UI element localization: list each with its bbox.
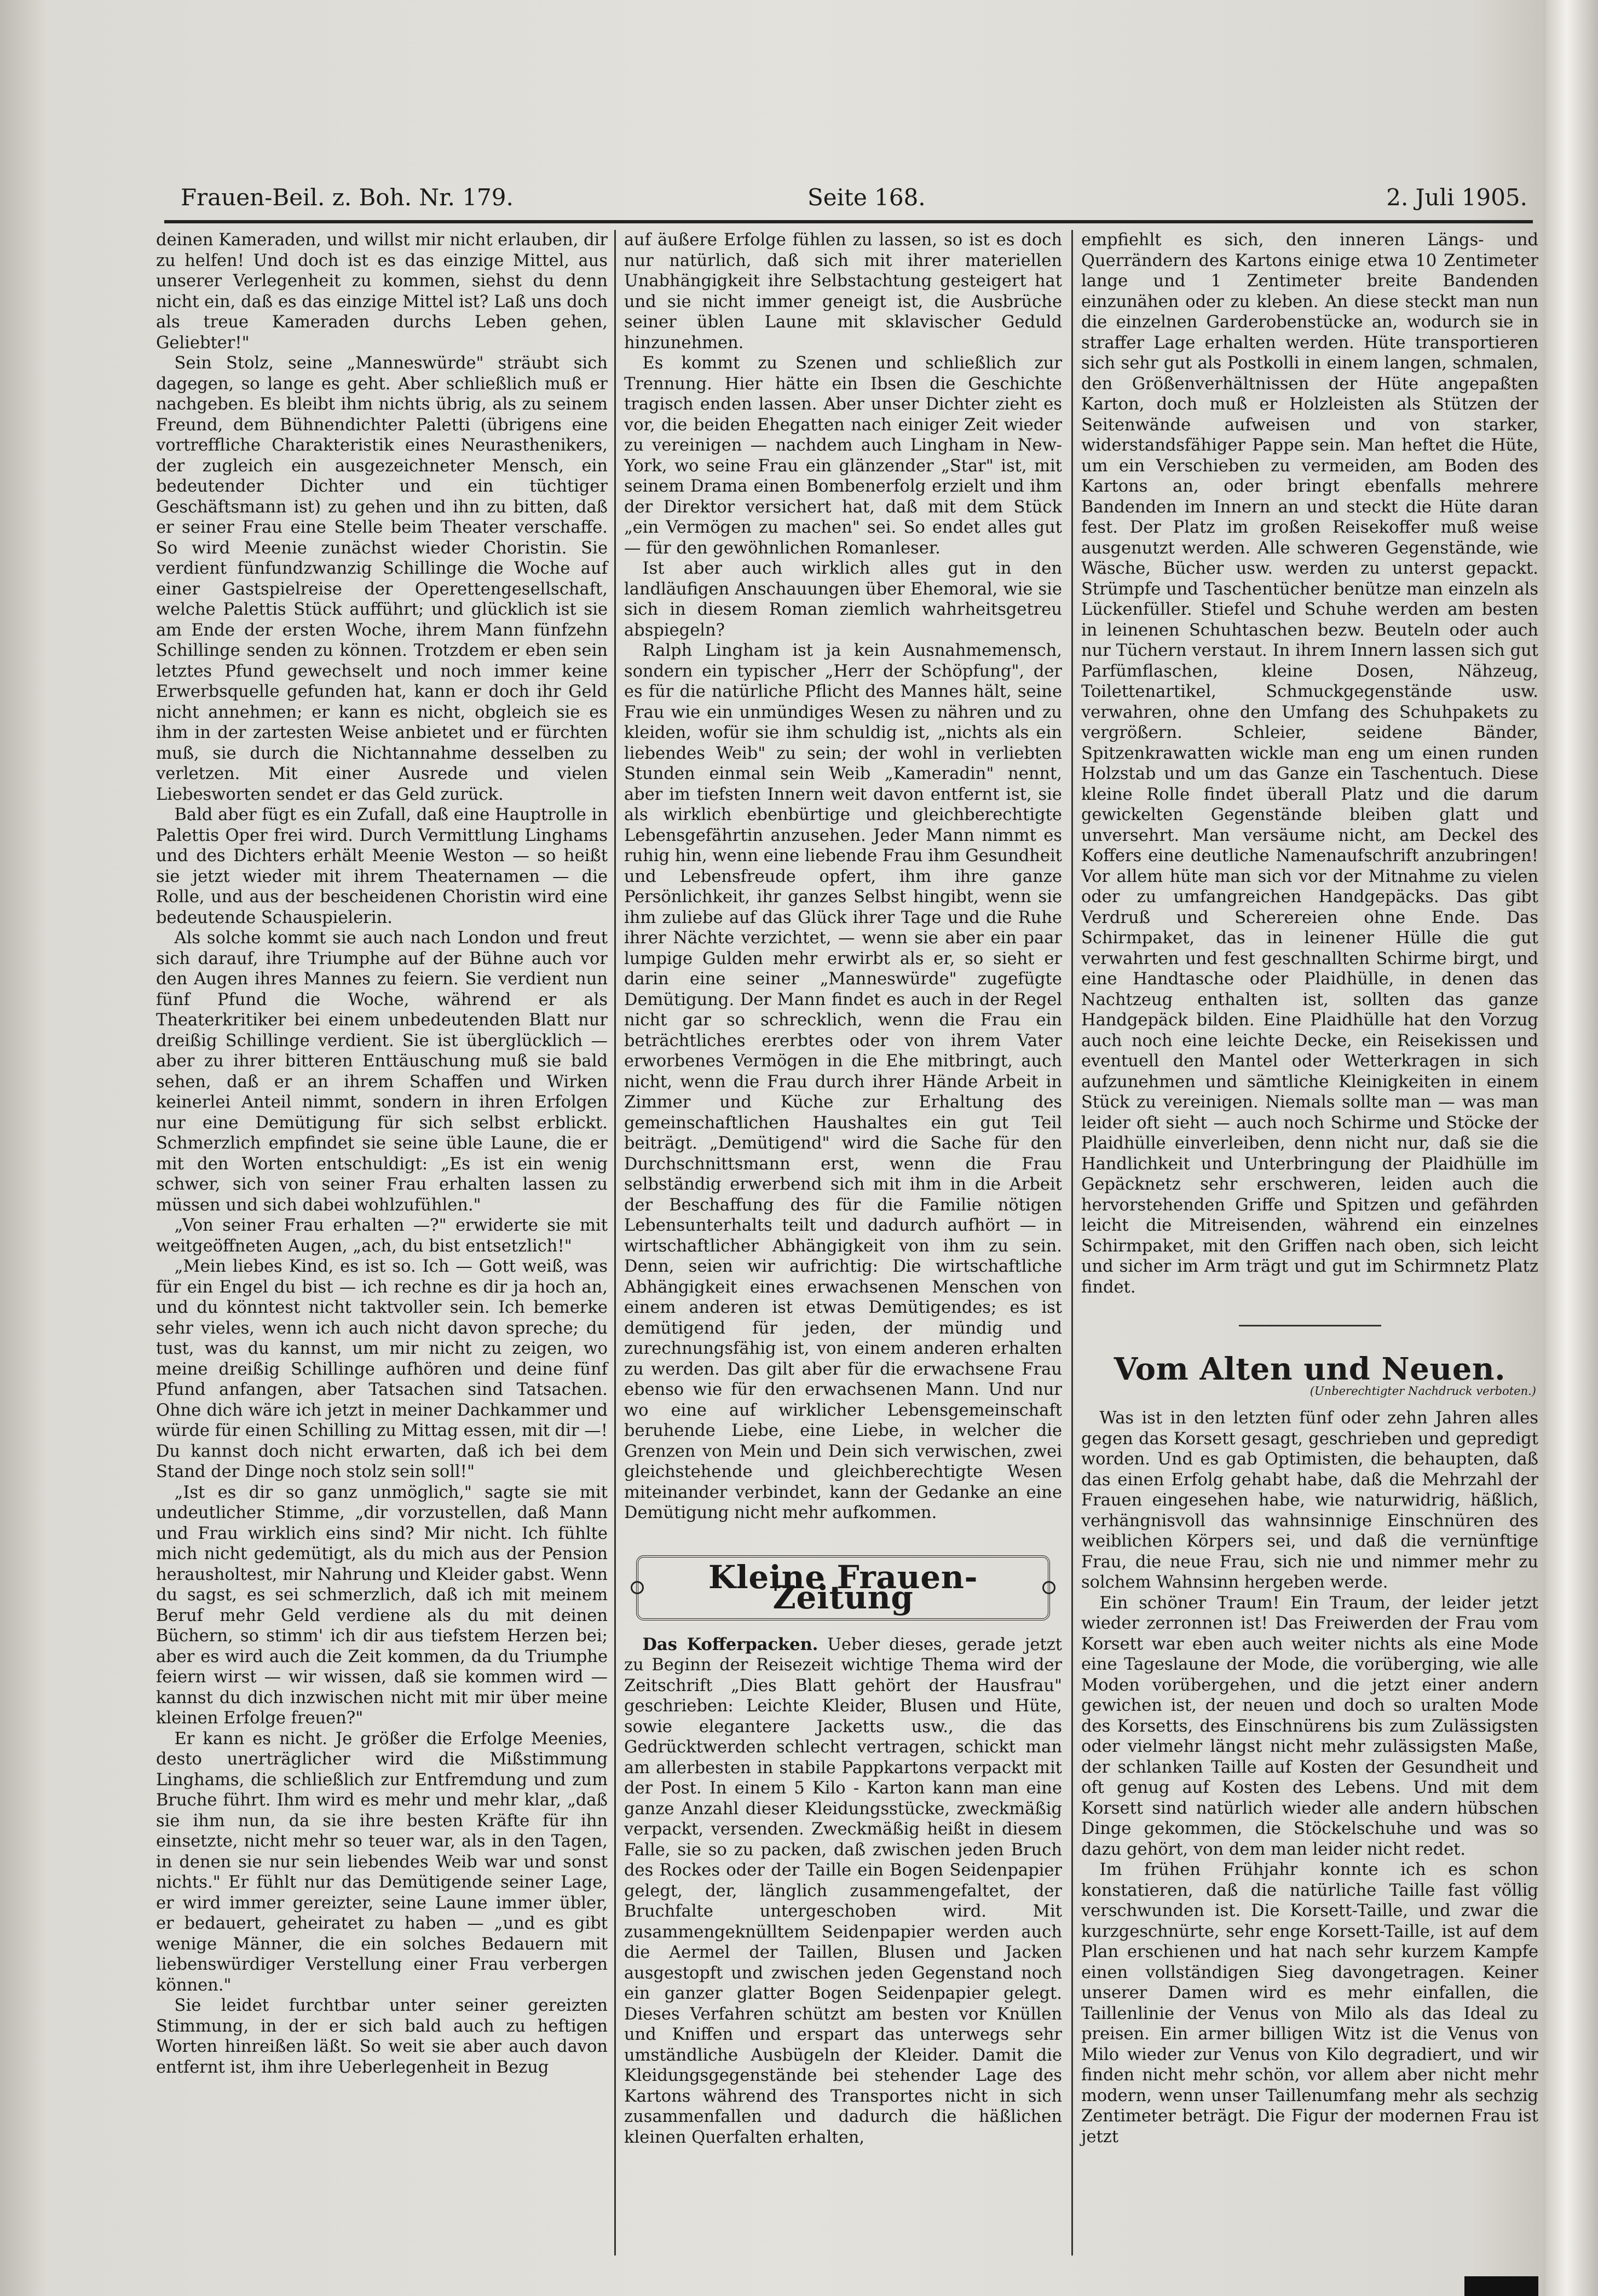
column-2 [624,230,1062,2266]
article-text: Ueber dieses, gerade jetzt zu Beginn der Reisezeit wichtige Thema wird der Zeitschrift „Dies Blatt gehört der Hausfrau" geschrieben: Leichte Kleider, Blusen und Hüte, sowie elegantere Jacketts usw., die das Gedrücktwerden schlecht vertragen, schickt man am allerbesten in stabile Pappkartons verpackt mit der Post. In einem 5 Kilo - Karton kann man eine ganze Anzahl dieser Kleidungsstücke, zweckmäßig verpackt, versenden. Zweckmäßig heißt in diesem Falle, sie so zu packen, daß zwischen jeden Bruch des Rockes oder der Taille ein Bogen Seidenpapier gelegt, der, länglich zusammengefaltet, der Bruchfalte untergeschoben wird. Mit zusammengeknülltem Seidenpapier werden auch die Aermel der Taillen, Blusen und Jacken ausgestopft und zwischen jeden Gegenstand noch ein ganzer glatter Bogen Seidenpapier gelegt. Dieses Verfahren schützt am besten vor Knüllen und Kniffen und erspart das unterwegs sehr umständliche Ausbügeln der Kleider. Damit die Kleidungsgegenstände bei stehender Lage des Kartons während des Transportes nicht in sich zusammenfallen und dadurch die häßlichen kleinen Querfalten erhalten, [624,1635,1063,2147]
paragraph: „Mein liebes Kind, es ist so. Ich — Gott weiß, was für ein Engel du bist — ich rechne es dir ja hoch an, und du könntest nicht taktvoller sein. Ich bemerke sehr vieles, wenn ich auch nicht davon spreche; du tust, was du kannst, um mir nicht zu zeigen, wo meine dreißig Schillinge aufhören und deine fünf Pfund anfangen, aber Tatsachen sind Tatsachen. Ohne dich wäre ich jetzt in meiner Dachkammer und würde für einen Schilling zu Mittag essen, mit dir —! Du kannst doch nicht erwarten, daß ich bei dem Stand der Dinge noch stolz sein soll!" [156,1257,608,1481]
column-divider [1071,230,1073,2255]
header-publication: Frauen-Beil. z. Boh. Nr. 179. [181,184,514,211]
page-edge [1546,0,1598,2296]
paragraph: Sein Stolz, seine „Manneswürde" sträubt sich dagegen, so lange es geht. Aber schließlich muß er nachgeben. Es bleibt ihm nichts übrig, als zu seinem Freund, dem Bühnendichter Paletti (übrigens eine vortreffliche Charakteristik eines Neurasthenikers, der zugleich ein ausgezeichneter Mensch, ein bedeutender Dichter und ein tüchtiger Geschäftsmann ist) zu gehen und ihn zu bitten, daß er seiner Frau eine Stelle beim Theater verschaffe. So wird Meenie zunächst wieder Choristin. Sie verdient fünfundzwanzig Schillinge die Woche auf einer Gastspielreise der Operettengesellschaft, welche Palettis Stück aufführt; und glücklich ist sie am Ende der ersten Woche, ihrem Mann fünfzehn Schillinge senden zu können. Trotzdem er eben sein letztes Pfund gewechselt und noch immer keine Erwerbsquelle gefunden hat, kann er doch ihr Geld nicht annehmen; er kann es nicht, obgleich sie es ihm in der zartesten Weise anbietet und er fürchten muß, sie durch die Nichtannahme desselben zu verletzen. Mit einer Ausrede und vielen Liebesworten sendet er das Geld zurück. [156,354,608,804]
paragraph: Was ist in den letzten fünf oder zehn Jahren alles gegen das Korsett gesagt, geschrieben und gepredigt worden. Und es gab Optimisten, die behaupten, daß das einen Erfolg gehabt habe, daß die Mehrzahl der Frauen eingesehen habe, wie naturwidrig, häßlich, verhängnisvoll das wahnsinnige Einschnüren des weiblichen Körpers sei, und daß die vernünftige Frau, die neue Frau, sich nie und nimmer mehr zu solchem Wahnsinn hergeben werde. [1081,1409,1538,1592]
paragraph: Als solche kommt sie auch nach London und freut sich darauf, ihre Triumphe auf der Bühne auch vor den Augen ihres Mannes zu feiern. Sie verdient nun fünf Pfund die Woche, während er als Theaterkritiker bei einem unbedeutenden Blatt nur dreißig Schillinge verdient. Sie ist überglücklich — aber zu ihrer bitteren Enttäuschung muß sie bald sehen, daß er an ihrem Schaffen und Wirken keinerlei Anteil nimmt, sondern in ihren Erfolgen nur eine Demütigung für sich selbst erblickt. Schmerzlich empfindet sie seine üble Laune, die er mit den Worten entschuldigt: „Es ist ein wenig schwer, sich von seiner Frau erhalten lassen zu müssen und sich dabei wohlzufühlen." [156,928,608,1215]
paragraph: deinen Kameraden, und willst mir nicht erlauben, dir zu helfen! Und doch ist es das einzige Mittel, aus unserer Verlegenheit zu kommen, siehst du denn nicht ein, daß es das einzige Mittel ist? Laß uns doch als treue Kameraden durchs Leben gehen, Geliebter!" [156,230,608,353]
copyright-note: (Unberechtigter Nachdruck verboten.) [1309,1384,1536,1398]
paragraph: auf äußere Erfolge fühlen zu lassen, so ist es doch nur natürlich, daß sich mit ihrer materiellen Unabhängigkeit ihre Selbstachtung gesteigert hat und sie nicht immer geneigt ist, die Ausbrüche seiner üblen Laune mit sklavischer Geduld hinzunehmen. [624,230,1062,353]
paragraph: Es kommt zu Szenen und schließlich zur Trennung. Hier hätte ein Ibsen die Geschichte tragisch enden lassen. Aber unser Dichter zieht es vor, die beiden Ehegatten nach einiger Zeit wieder zu vereinigen — nachdem auch Lingham in New-York, wo seine Frau ein glänzender „Star" ist, mit seinem Drama einen Bombenerfolg erzielt und ihm der Direktor versichert hat, daß mit dem Stück „ein Vermögen zu machen" sei. So endet alles gut — für den gewöhnlichen Romanleser. [624,354,1062,558]
paragraph: „Ist es dir so ganz unmöglich," sagte sie mit undeutlicher Stimme, „dir vorzustellen, daß Mann und Frau wirklich eins sind? Mir nicht. Ich fühlte mich nicht gedemütigt, als du mich aus der Pension herausholtest, mir Nahrung und Kleider gabst. Wenn du sagst, es sei schmerzlich, daß ich mit meinem Beruf mehr Geld verdiene als du mit deinen Büchern, so stimm' ich dir aus tiefstem Herzen bei; aber es wird auch die Zeit kommen, da du Triumphe feiern wirst — wir wissen, daß sie kommen wird — kannst du dich inzwischen nicht mit mir über meine kleinen Erfolge freuen?" [156,1482,608,1728]
column-1 [156,230,608,2266]
section-title-vom-alten-und-neuen: Vom Alten und Neuen. [1114,1351,1506,1387]
column-divider [614,230,616,2255]
column-3 [1081,230,1538,2266]
section-banner-kleine-frauen-zeitung: Kleine Frauen-Zeitung [636,1555,1050,1620]
paragraph: Ein schöner Traum! Ein Traum, der leider jetzt wieder zerronnen ist! Das Freiwerden der Frau vom Korsett war eben auch weiter nichts als eine Mode eine Tageslaune der Mode, die vorüberging, wie alle Moden vorübergehen, und die jetzt einer andern gewichen ist, der neuen und doch so uralten Mode des Korsetts, des Einschnürens bis zum Zulässigsten oder vielmehr längst nicht mehr zulässigsten Maße, der schlanken Taille auf Kosten der Gesundheit und oft genug auf Kosten des Lebens. Und mit dem Korsett sind natürlich wieder alle andern hübschen Dinge gekommen, die Stöckelschuhe und was so dazu gehört, von dem man leider nicht redet. [1081,1593,1538,1859]
paragraph: Ralph Lingham ist ja kein Ausnahmemensch, sondern ein typischer „Herr der Schöpfung", der es für die natürliche Pflicht des Mannes hält, seine Frau wie ein unmündiges Wesen zu nähren und zu kleiden, wofür sie ihm schuldig ist, „nichts als ein liebendes Weib" zu sein; der wohl in verliebten Stunden einmal sein Weib „Kameradin" nennt, aber im tiefsten Innern weit davon entfernt ist, sie als wirklich ebenbürtige und gleichberechtigte Lebensgefährtin anzusehen. Jeder Mann nimmt es ruhig hin, wenn eine liebende Frau ihm Gesundheit und Lebensfreude opfert, ihm ihre ganze Persönlichkeit, ihr ganzes Selbst hingibt, wenn sie ihm zuliebe auf das Glück ihrer Tage und die Ruhe ihrer Nächte verzichtet, — wenn sie aber ein paar lumpige Gulden mehr erwirbt als er, so sieht er darin eine seiner „Manneswürde" zugefügte Demütigung. Der Mann findet es auch in der Regel nicht gar so schrecklich, wenn die Frau ein beträchtliches ererbtes oder von ihrem Vater erworbenes Vermögen in die Ehe mitbringt, auch nicht, wenn die Frau durch ihrer Hände Arbeit in Zimmer und Küche zur Erhaltung des gemeinschaftlichen Haushaltes ein gut Teil beiträgt. „Demütigend" wird die Sache für den Durchschnittsmann erst, wenn die Frau selbständig erwerbend sich mit ihm in die Arbeit der Beschaffung des für die Familie nötigen Lebensunterhalts teilt und dadurch aufhört — in wirtschaftlicher Abhängigkeit von ihm zu sein. Denn, seien wir aufrichtig: Die wirtschaftliche Abhängigkeit eines erwachsenen Menschen von einem anderen ist etwas Demütigendes; es ist demütigend für jeden, der mündig und zurechnungsfähig ist, von einem anderen erhalten zu werden. Das gilt aber für die erwachsene Frau ebenso wie für den erwachsenen Mann. Und nur wo eine auf wirklicher Lebensgemeinschaft beruhende Liebe, eine Liebe, in welcher die Grenzen von Mein und Dein sich verwischen, zwei gleichstehende und gleichberechtigte Wesen miteinander verbindet, kann der Gedanke an eine Demütigung nicht mehr aufkommen. [624,641,1062,1522]
paragraph: Sie leidet furchtbar unter seiner gereizten Stimmung, in der er sich bald auch zu heftigen Worten hinreißen läßt. So weit sie aber auch davon entfernt ist, ihm ihre Ueberlegenheit in Bezug [156,1996,608,2077]
article-title-kofferpacken: Das Kofferpacken. [642,1634,818,1654]
header-rule [164,220,1533,223]
paragraph: empfiehlt es sich, den inneren Längs- und Querrändern des Kartons einige etwa 10 Zentimeter lange und 1 Zentimeter breite Bandenden einzunähen oder zu kleben. An diese steckt man nun die einzelnen Garderobenstücke an, wodurch sie in straffer Lage erhalten werden. Hüte transportieren sich sehr gut als Postkolli in einem langen, schmalen, den Größenverhältnissen der Hüte angepaßten Karton, doch muß er Holzleisten als Stützen der Seitenwände aufweisen und von starker, widerstandsfähiger Pappe sein. Man heftet die Hüte, um ein Verschieben zu vermeiden, am Boden des Kartons an, oder bringt ebenfalls mehrere Bandenden im Innern an und steckt die Hüte daran fest. Der Platz im großen Reisekoffer muß weise ausgenutzt werden. Alle schweren Gegenstände, wie Wäsche, Bücher usw. werden zu unterst gepackt. Strümpfe und Taschentücher benütze man einzeln als Lückenfüller. Stiefel und Schuhe werden am besten in leinenen Schuhtaschen bezw. Beuteln oder auch nur Tüchern verstaut. In ihrem Innern lassen sich gut Parfümflaschen, kleine Dosen, Nähzeug, Toilettenartikel, Schmuckgegenstände usw. verwahren, ohne den Umfang des Schuhpakets zu vergrößern. Schleier, seidene Bänder, Spitzenkrawatten wickle man eng um einen runden Holzstab und um das Ganze ein Taschentuch. Diese kleine Rolle findet überall Platz und die darum gewickelten Gegenstände bleiben glatt und unversehrt. Man versäume nicht, am Deckel des Koffers eine deutliche Namenaufschrift anzubringen! Vor allem hüte man sich vor der Mitnahme zu vielen oder zu umfangreichen Handgepäcks. Das gibt Verdruß und Scherereien ohne Ende. Das Schirmpaket, das in leinener Hülle die gut verwahrten und fest geschnallten Schirme birgt, und eine Handtasche oder Plaidhülle, in denen das Nachtzeug enthalten ist, sollten das ganze Handgepäck bilden. Eine Plaidhülle hat den Vorzug auch noch eine leichte Decke, ein Reisekissen und eventuell den Mantel oder Wetterkragen in sich aufzunehmen und sämtliche Kleinigkeiten in einem Stück zu vereinigen. Niemals sollte man — was man leider oft sieht — auch noch Schirme und Stöcke der Plaidhülle einverleiben, denn nicht nur, daß sie die Handlichkeit und Unterbringung der Plaidhülle im Gepäcknetz sehr erschweren, leiden auch die hervorstehenden Griffe und Spitzen und gefährden leicht die Mitreisenden, während ein einzelnes Schirmpaket, mit den Griffen nach oben, sich leicht und sicher im Arm trägt und gut im Schirmnetz Platz findet. [1081,230,1538,1297]
header-page-number: Seite 168. [807,184,926,211]
paragraph: Ist aber auch wirklich alles gut in den landläufigen Anschauungen über Ehemoral, wie sie sich in diesem Roman ziemlich wahrheitsgetreu abspiegeln? [624,559,1062,640]
paragraph: „Von seiner Frau erhalten —?" erwiderte sie mit weitgeöffneten Augen, „ach, du bist entsetzlich!" [156,1216,608,1256]
scan-marker [1464,2276,1538,2296]
section-rule [1239,1325,1381,1326]
paragraph [624,1635,1062,2148]
header-date: 2. Juli 1905. [1386,184,1527,211]
paragraph: Er kann es nicht. Je größer die Erfolge Meenies, desto unerträglicher wird die Mißstimmung Linghams, die schließlich zur Entfremdung und zum Bruche führt. Ihm wird es mehr und mehr klar, „daß sie ihm nun, da sie ihre besten Kräfte für ihn einsetzte, nicht mehr so teuer war, als in den Tagen, in denen sie nur sein liebendes Weib war und sonst nichts." Er fühlt nur das Demütigende seiner Lage, er wird immer gereizter, seine Laune immer übler, er bedauert, geheiratet zu haben — „und es gibt wenige Männer, die ein solches Bedauern mit liebenswürdiger Verstellung einer Frau verbergen können." [156,1729,608,1995]
paragraph: Im frühen Frühjahr konnte ich es schon konstatieren, daß die natürliche Taille fast völlig verschwunden ist. Die Korsett-Taille, und zwar die kurzgeschnürte, sehr enge Korsett-Taille, ist auf dem Plan erschienen und hat nach sehr kurzem Kampfe einen vollständigen Sieg davongetragen. Keiner unserer Damen wird es mehr einfallen, die Taillenlinie der Venus von Milo als das Ideal zu preisen. Ein armer billigen Witz ist die Venus von Milo wieder zur Venus von Kilo degradiert, und wir finden nicht mehr schön, vor allem aber nicht mehr modern, wenn unser Taillenumfang mehr als sechzig Zentimeter beträgt. Die Figur der modernen Frau ist jetzt [1081,1860,1538,2147]
paragraph: Bald aber fügt es ein Zufall, daß eine Hauptrolle in Palettis Oper frei wird. Durch Vermittlung Linghams und des Dichters erhält Meenie Weston — so heißt sie jetzt wieder mit ihrem Theaternamen — die Rolle, und aus der bescheidenen Choristin wird eine bedeutende Schauspielerin. [156,805,608,927]
